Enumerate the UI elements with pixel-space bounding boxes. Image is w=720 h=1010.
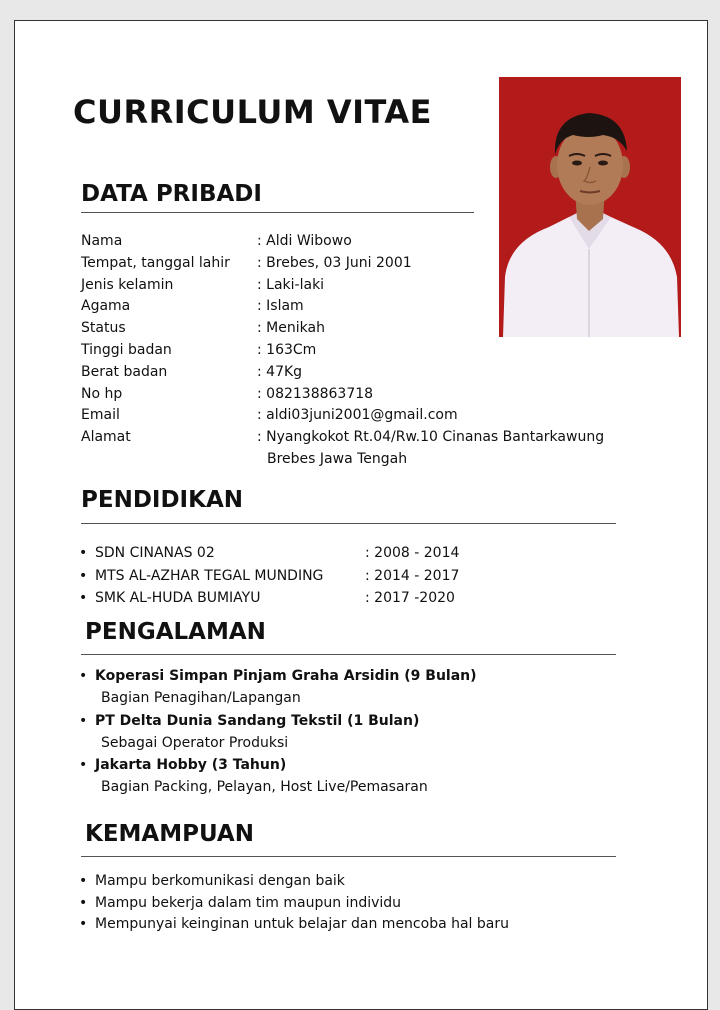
field-row bbox=[81, 253, 604, 275]
skills-list bbox=[79, 871, 509, 936]
bullet-icon: • bbox=[79, 590, 88, 606]
bullet-icon: • bbox=[79, 873, 88, 889]
section-heading-skills: KEMAMPUAN bbox=[85, 821, 254, 847]
list-item bbox=[79, 587, 459, 610]
field-label: Email bbox=[81, 407, 120, 424]
field-row bbox=[81, 405, 604, 427]
section-heading-personal: DATA PRIBADI bbox=[81, 181, 262, 207]
job-role: Sebagai Operator Produksi bbox=[101, 734, 289, 751]
list-item bbox=[79, 893, 509, 915]
skill-text: Mampu berkomunikasi dengan baik bbox=[95, 873, 345, 889]
section-heading-education: PENDIDIKAN bbox=[81, 487, 243, 513]
field-row bbox=[81, 384, 604, 406]
company-name: Jakarta Hobby (3 Tahun) bbox=[95, 757, 287, 774]
company-name: Koperasi Simpan Pinjam Graha Arsidin (9 Bulan) bbox=[95, 668, 477, 684]
school-name: SMK AL-HUDA BUMIAYU bbox=[95, 590, 261, 606]
divider bbox=[81, 654, 616, 655]
field-row bbox=[81, 340, 604, 362]
bullet-icon: • bbox=[79, 916, 88, 932]
bullet-icon: • bbox=[79, 712, 88, 729]
email-address: : aldi03juni2001@gmail.com bbox=[257, 407, 458, 424]
field-label: Alamat bbox=[81, 429, 131, 446]
list-item bbox=[79, 710, 477, 755]
field-label: Agama bbox=[81, 298, 131, 315]
personal-data-list bbox=[81, 231, 604, 471]
education-list bbox=[79, 542, 459, 610]
field-value: : Menikah bbox=[257, 320, 325, 337]
field-label: Nama bbox=[81, 233, 123, 249]
section-heading-experience: PENGALAMAN bbox=[85, 619, 266, 645]
field-label: Tinggi badan bbox=[81, 341, 172, 358]
school-years: : 2017 -2020 bbox=[365, 590, 455, 606]
field-row bbox=[81, 427, 604, 449]
bullet-icon: • bbox=[79, 757, 88, 774]
divider bbox=[81, 523, 616, 524]
field-value: : 163Cm bbox=[257, 341, 317, 358]
field-label: Berat badan bbox=[81, 363, 168, 380]
skill-text: Mempunyai keinginan untuk belajar dan mencoba hal baru bbox=[95, 916, 509, 932]
list-item bbox=[79, 754, 477, 799]
field-value: : Laki-laki bbox=[257, 276, 325, 293]
address-continuation: Brebes Jawa Tengah bbox=[267, 450, 408, 467]
bullet-icon: • bbox=[79, 545, 88, 561]
experience-list bbox=[79, 665, 477, 799]
company-name: PT Delta Dunia Sandang Tekstil (1 Bulan) bbox=[95, 712, 420, 729]
bullet-icon: • bbox=[79, 894, 88, 911]
divider bbox=[81, 212, 474, 213]
cv-title: CURRICULUM VITAE bbox=[73, 93, 432, 131]
divider bbox=[81, 856, 616, 857]
field-label: Status bbox=[81, 320, 126, 337]
field-label: Jenis kelamin bbox=[81, 276, 174, 293]
phone-number: : 082138863718 bbox=[257, 385, 374, 402]
school-years: : 2014 - 2017 bbox=[365, 567, 460, 584]
list-item bbox=[79, 565, 459, 588]
job-role: Bagian Packing, Pelayan, Host Live/Pemasaran bbox=[101, 779, 428, 796]
cv-page bbox=[14, 20, 708, 1010]
field-value: : Islam bbox=[257, 298, 304, 315]
list-item bbox=[79, 914, 509, 936]
field-label: Tempat, tanggal lahir bbox=[81, 254, 230, 271]
bullet-icon: • bbox=[79, 668, 88, 684]
school-name: MTS AL-AZHAR TEGAL MUNDING bbox=[95, 567, 324, 584]
list-item bbox=[79, 871, 509, 893]
address-value: : Nyangkokot Rt.04/Rw.10 Cinanas Bantarkawung bbox=[257, 429, 605, 446]
field-value: : Aldi Wibowo bbox=[257, 233, 352, 249]
bullet-icon: • bbox=[79, 567, 88, 584]
list-item bbox=[79, 665, 477, 710]
field-value: : 47Kg bbox=[257, 363, 303, 380]
field-value: : Brebes, 03 Juni 2001 bbox=[257, 254, 412, 271]
field-label: No hp bbox=[81, 385, 123, 402]
school-name: SDN CINANAS 02 bbox=[95, 545, 215, 561]
field-row bbox=[81, 296, 604, 318]
field-row bbox=[81, 275, 604, 297]
field-row bbox=[81, 318, 604, 340]
skill-text: Mampu bekerja dalam tim maupun individu bbox=[95, 894, 402, 911]
field-row bbox=[81, 362, 604, 384]
field-row bbox=[81, 231, 604, 253]
list-item bbox=[79, 542, 459, 565]
job-role: Bagian Penagihan/Lapangan bbox=[101, 690, 301, 707]
school-years: : 2008 - 2014 bbox=[365, 545, 460, 561]
